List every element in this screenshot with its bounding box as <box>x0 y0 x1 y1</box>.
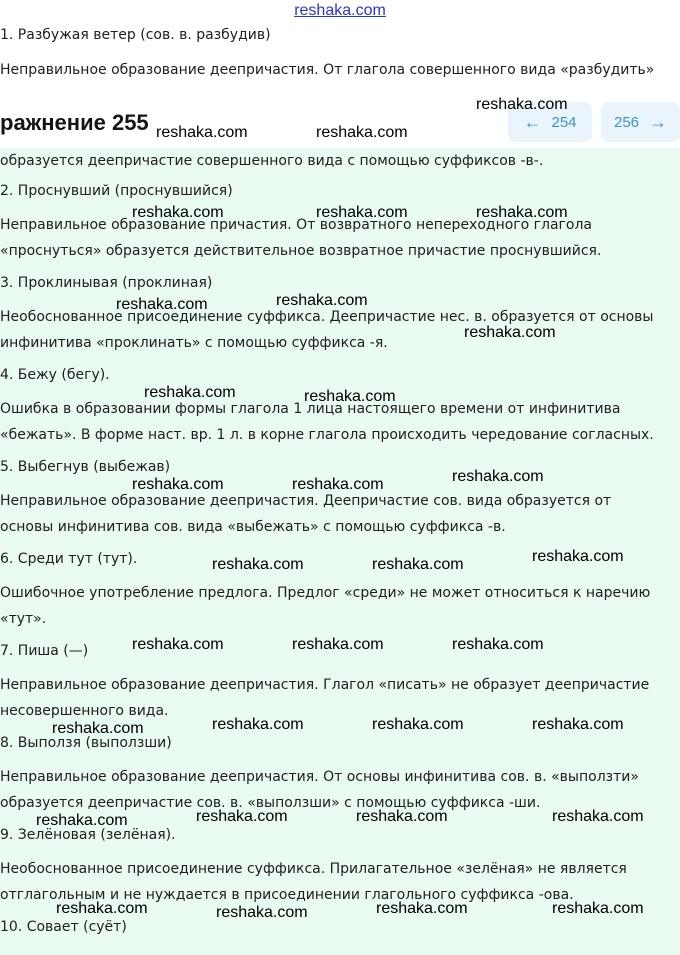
watermark: reshaka.com <box>476 204 568 221</box>
watermark: reshaka.com <box>212 556 304 573</box>
item-explanation: «проснуться» образуется действительное возвратное причастие проснувшийся. <box>0 243 602 259</box>
watermark: reshaka.com <box>56 900 148 917</box>
item-explanation: «бежать». В форме наст. вр. 1 л. в корне глагола происходить чередование согласных. <box>0 427 654 443</box>
item-heading: 5. Выбегнув (выбежав) <box>0 459 171 475</box>
item-explanation: Ошибочное употребление предлога. Предлог «среди» не может относиться к наречию <box>0 585 651 601</box>
item-explanation: отглагольным и не нуждается в присоединении глагольного суффикса -ова. <box>0 887 574 903</box>
item-heading: 7. Пиша (—) <box>0 643 89 659</box>
watermark: reshaka.com <box>292 476 384 493</box>
watermark: reshaka.com <box>552 808 644 825</box>
watermark: reshaka.com <box>476 96 568 113</box>
watermark: reshaka.com <box>452 636 544 653</box>
item-heading: 4. Бежу (бегу). <box>0 367 110 383</box>
prev-exercise-number: 254 <box>551 113 577 131</box>
item-heading: 6. Среди тут (тут). <box>0 551 138 567</box>
item-heading: 10. Совает (суёт) <box>0 919 127 935</box>
watermark: reshaka.com <box>132 204 224 221</box>
watermark: reshaka.com <box>292 636 384 653</box>
watermark: reshaka.com <box>532 548 624 565</box>
item-explanation: образуется деепричастие сов. в. «выползши» с помощью суффикса -ши. <box>0 795 541 811</box>
watermark: reshaka.com <box>116 296 208 313</box>
item-explanation: Неправильное образование деепричастия. Деепричастие сов. вида образуется от <box>0 493 612 509</box>
watermark: reshaka.com <box>316 204 408 221</box>
item-explanation: Неправильное образование причастия. От возвратного непереходного глагола <box>0 217 593 233</box>
item-heading: 2. Проснувший (проснувшийся) <box>0 183 233 199</box>
watermark: reshaka.com <box>36 812 128 829</box>
watermark: reshaka.com <box>552 900 644 917</box>
watermark: reshaka.com <box>372 556 464 573</box>
arrow-left-icon: ← <box>523 112 542 132</box>
watermark: reshaka.com <box>156 124 248 141</box>
next-exercise-button[interactable] <box>601 102 680 142</box>
item-explanation: Неправильное образование деепричастия. Глагол «писать» не образует деепричастие <box>0 677 650 693</box>
watermark: reshaka.com <box>376 900 468 917</box>
watermark: reshaka.com <box>304 388 396 405</box>
item-explanation: «тут». <box>0 611 47 627</box>
watermark: reshaka.com <box>316 124 408 141</box>
item-explanation: Ошибка в образовании формы глагола 1 лица настоящего времени от инфинитива <box>0 401 621 417</box>
item-explanation: Неправильное образование деепричастия. От глагола совершенного вида «разбудить» <box>0 62 655 78</box>
watermark: reshaka.com <box>532 716 624 733</box>
site-logo-link[interactable]: reshaka.com <box>294 2 386 19</box>
watermark: reshaka.com <box>216 904 308 921</box>
item-explanation: образуется деепричастие совершенного вида с помощью суффиксов -в-. <box>0 153 544 169</box>
item-explanation: инфинитива «проклинать» с помощью суффикса -я. <box>0 335 388 351</box>
watermark: reshaka.com <box>356 808 448 825</box>
watermark: reshaka.com <box>464 324 556 341</box>
watermark: reshaka.com <box>132 476 224 493</box>
watermark: reshaka.com <box>212 716 304 733</box>
watermark: reshaka.com <box>452 468 544 485</box>
next-exercise-number: 256 <box>613 113 640 131</box>
item-explanation: основы инфинитива сов. вида «выбежать» с помощью суффикса -в. <box>0 519 506 535</box>
item-explanation: Неправильное образование деепричастия. От основы инфинитива сов. в. «выползти» <box>0 769 639 785</box>
item-explanation: Необоснованное присоединение суффикса. Деепричастие нес. в. образуется от основы <box>0 309 654 325</box>
watermark: reshaka.com <box>132 636 224 653</box>
watermark: reshaka.com <box>372 716 464 733</box>
item-heading: 9. Зелёновая (зелёная). <box>0 827 176 843</box>
item-heading: 3. Проклинывая (проклиная) <box>0 275 213 291</box>
exercise-title: ражнение 255 <box>0 110 149 135</box>
item-explanation: несовершенного вида. <box>0 703 169 719</box>
item-heading: 1. Разбужая ветер (сов. в. разбудив) <box>0 27 271 43</box>
watermark: reshaka.com <box>52 720 144 737</box>
arrow-right-icon: → <box>649 112 668 132</box>
watermark: reshaka.com <box>196 808 288 825</box>
watermark: reshaka.com <box>144 384 236 401</box>
item-heading: 8. Выползя (выползши) <box>0 735 172 751</box>
watermark: reshaka.com <box>276 292 368 309</box>
item-explanation: Необоснованное присоединение суффикса. Прилагательное «зелёная» не является <box>0 861 627 877</box>
